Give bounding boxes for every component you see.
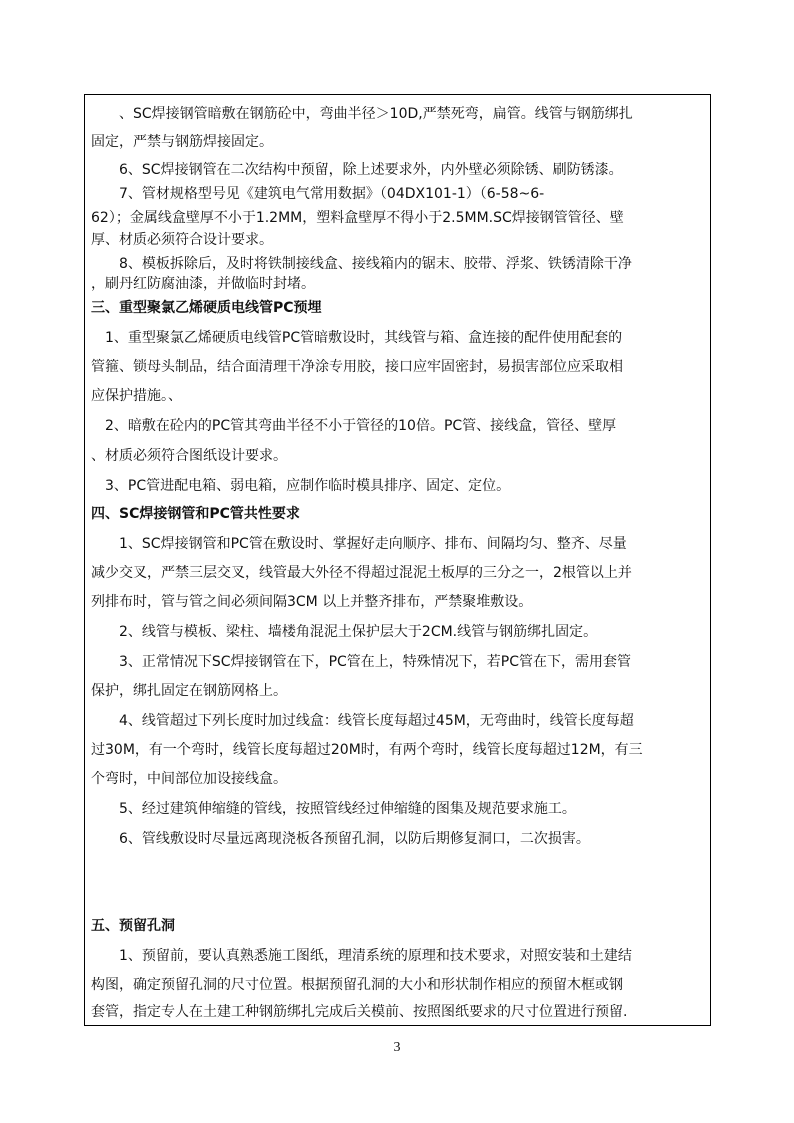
text-line: 固定，严禁与钢筋焊接固定。: [91, 134, 273, 150]
text-line: 个弯时，中间部位加设接线盒。: [91, 771, 287, 787]
text-line: 减少交叉，严禁三层交叉，线管最大外径不得超过混泥土板厚的三分之一，2根管以上并: [91, 565, 632, 581]
text-line: 1、预留前，要认真熟悉施工图纸，理清系统的原理和技术要求，对照安装和土建结: [91, 948, 632, 964]
text-line: ，刷丹红防腐油漆，并做临时封堵。: [91, 276, 315, 292]
section-5-heading: 五、预留孔洞: [91, 918, 175, 934]
text-line: 5、经过建筑伸缩缝的管线，按照管线经过伸缩缝的图集及规范要求施工。: [91, 801, 576, 817]
text-line: 应保护措施。、: [91, 388, 182, 404]
text-line: 管箍、锁母头制品，结合面清理干净涂专用胶，接口应牢固密封，易损害部位应采取相: [91, 359, 623, 375]
text-line: 2、暗敷在砼内的PC管其弯曲半径不小于管径的10倍。PC管、接线盒，管径、壁厚: [91, 418, 617, 434]
text-line: 过30M，有一个弯时，线管长度每超过20M时，有两个弯时，线管长度每超过12M，有三: [91, 742, 643, 758]
text-line: 厚、材质必须符合设计要求。: [91, 232, 273, 248]
text-line: 3、正常情况下SC焊接钢管在下，PC管在上，特殊情况下，若PC管在下，需用套管: [91, 654, 632, 670]
text-line: 保护，绑扎固定在钢筋网格上。: [91, 683, 287, 699]
text-line: 、材质必须符合图纸设计要求。: [91, 448, 287, 464]
text-line: 、SC焊接钢管暗敷在钢筋砼中，弯曲半径＞10D,严禁死弯，扁管。线管与钢筋绑扎: [91, 106, 633, 122]
text-line: 1、重型聚氯乙烯硬质电线管PC管暗敷设时，其线管与箱、盒连接的配件使用配套的: [91, 330, 623, 346]
section-3-heading: 三、重型聚氯乙烯硬质电线管PC预埋: [91, 300, 322, 316]
text-line: 构图，确定预留孔洞的尺寸位置。根据预留孔洞的大小和形状制作相应的预留木框或钢: [91, 977, 623, 993]
text-line: 8、模板拆除后，及时将铁制接线盒、接线箱内的锯末、胶带、浮浆、铁锈清除干净: [91, 256, 632, 272]
text-line: 62）；金属线盒壁厚不小于1.2MM，塑料盒壁厚不得小于2.5MM.SC焊接钢管管径、壁: [91, 210, 624, 226]
text-line: 列排布时，管与管之间必须间隔3CM 以上并整齐排布，严禁聚堆敷设。: [91, 594, 533, 610]
text-line: 3、PC管进配电箱、弱电箱，应制作临时模具排序、固定、定位。: [91, 478, 511, 494]
text-line: 4、线管超过下列长度时加过线盒：线管长度每超过45M，无弯曲时，线管长度每超: [91, 713, 634, 729]
document-frame: [84, 94, 711, 1026]
text-line: 7、管材规格型号见《建筑电气常用数据》（04DX101-1）（6-58~6-: [91, 186, 545, 202]
text-line: 套管，指定专人在土建工种钢筋绑扎完成后关模前、按照图纸要求的尺寸位置进行预留.: [91, 1004, 628, 1020]
text-line: 1、SC焊接钢管和PC管在敷设时、掌握好走向顺序、排布、间隔均匀、整齐、尽量: [91, 536, 627, 552]
page-number: 3: [393, 1040, 401, 1055]
section-4-heading: 四、SC焊接钢管和PC管共性要求: [91, 506, 300, 522]
text-line: 6、SC焊接钢管在二次结构中预留，除上述要求外，内外壁必须除锈、刷防锈漆。: [91, 162, 623, 178]
text-line: 2、线管与模板、梁柱、墙楼角混泥土保护层大于2CM.线管与钢筋绑扎固定。: [91, 624, 598, 640]
text-line: 6、管线敷设时尽量远离现浇板各预留孔洞，以防后期修复洞口，二次损害。: [91, 831, 590, 847]
